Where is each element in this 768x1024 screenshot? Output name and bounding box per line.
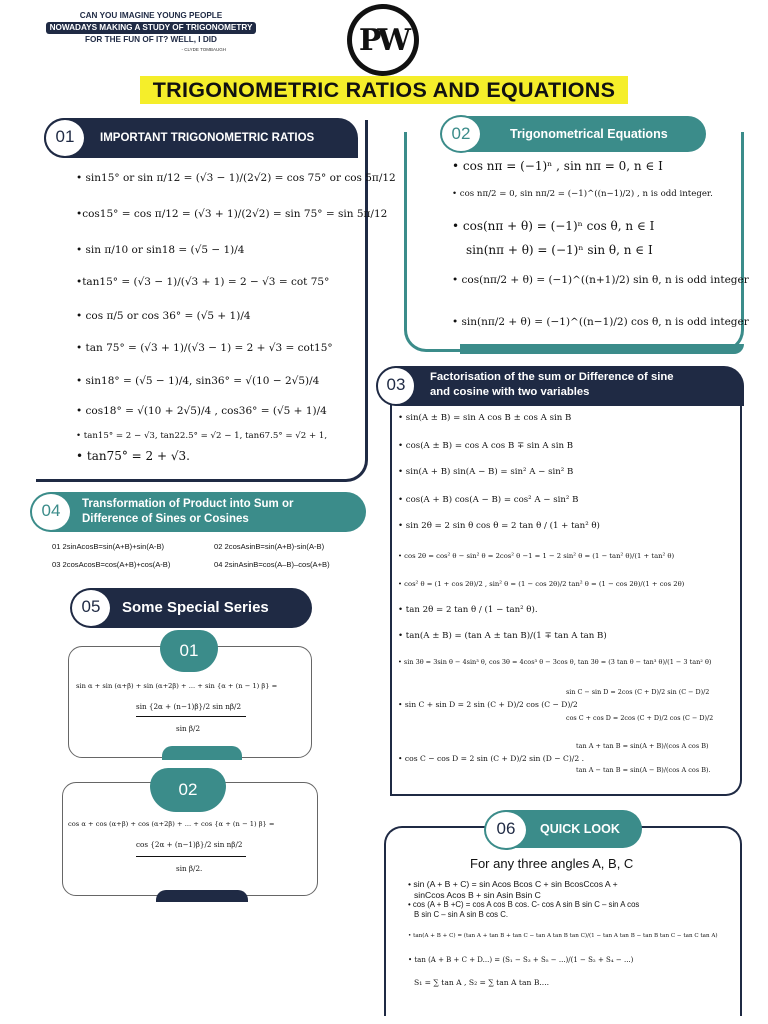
factorisation-item: • cos² θ = (1 + cos 2θ)/2 , sin² θ = (1 − cos 2θ)/2 tan² θ = (1 − cos 2θ)/(1 + cos 2θ) [398, 580, 685, 588]
factorisation-item: sin C − sin D = 2cos (C + D)/2 sin (C − D)/2 [566, 688, 710, 696]
product-to-sum-item: 03 2cosAcosB=cos(A+B)+cos(A-B) [52, 560, 171, 569]
factorisation-item: • cos 2θ = cos² θ − sin² θ = 2cos² θ −1 = 1 − 2 sin² θ = (1 − tan² θ)/(1 + tan² θ) [398, 552, 675, 560]
series-02-number: 02 [150, 768, 226, 812]
ratio-item: • tan15° = 2 − √3, tan22.5° = √2 − 1, tan67.5° = √2 + 1, [76, 431, 328, 441]
quick-look-subtitle: For any three angles A, B, C [470, 856, 634, 871]
section-04-title-line-1: Transformation of Product into Sum or [82, 498, 294, 510]
series-02-denominator: sin β/2. [176, 864, 203, 873]
factorisation-item: tan A + tan B = sin(A + B)/(cos A cos B) [576, 742, 709, 750]
product-to-sum-item: 04 2sinAsinB=cos(A–B)–cos(A+B) [214, 560, 330, 569]
quick-look-item: S₁ = ∑ tan A , S₂ = ∑ tan A tan B.... [414, 978, 550, 987]
section-05-number: 05 [70, 588, 112, 628]
series-01-denominator: sin β/2 [176, 724, 201, 733]
section-01-number: 01 [44, 118, 86, 158]
factorisation-item: • cos(A + B) cos(A − B) = cos² A − sin² B [398, 495, 579, 505]
ratio-item: •tan15° = (√3 − 1)/(√3 + 1) = 2 − √3 = cot 75° [76, 276, 330, 288]
equation-item: sin(nπ + θ) = (−1)ⁿ sin θ, n ∈ I [466, 243, 653, 257]
quick-look-item: sinCcos Acos B + sin Asin Bsin C [414, 890, 541, 900]
ratio-item: •cos15° = cos π/12 = (√3 + 1)/(2√2) = sin 75° = sin 5π/12 [76, 208, 388, 220]
quote-line-2: NOWADAYS MAKING A STUDY OF TRIGONOMETRY [46, 22, 257, 34]
series-01-numerator: sin {2α + (n−1)β}/2 sin nβ/2 [136, 702, 242, 711]
factorisation-item: • sin C + sin D = 2 sin (C + D)/2 cos (C − D)/2 [398, 700, 578, 709]
factorisation-item: • sin(A + B) sin(A − B) = sin² A − sin² B [398, 467, 574, 477]
series-02-numerator: cos {2α + (n−1)β}/2 sin nβ/2 [136, 840, 243, 849]
quick-look-item: • sin (A + B + C) = sin Acos Bcos C + sin BcosCcos A + [408, 879, 618, 889]
factorisation-item: • tan 2θ = 2 tan θ / (1 − tan² θ). [398, 605, 538, 615]
quote-author: - CLYDE TOMBAUGH [181, 47, 226, 52]
ratio-item: • tan 75° = (√3 + 1)/(√3 − 1) = 2 + √3 = cot15° [76, 342, 333, 354]
equation-item: • cos(nπ + θ) = (−1)ⁿ cos θ, n ∈ I [452, 219, 655, 233]
factorisation-item: • sin 3θ = 3sin θ − 4sin³ θ, cos 3θ = 4cos³ θ − 3cos θ, tan 3θ = (3 tan θ − tan³ θ)/(1 − 3 tan² θ) [398, 658, 712, 666]
section-04-title-line-2: Difference of Sines or Cosines [82, 513, 249, 525]
equation-item: • cos nπ/2 = 0, sin nπ/2 = (−1)^((n−1)/2) , n is odd integer. [452, 189, 713, 199]
quote-line-1: CAN YOU IMAGINE YOUNG PEOPLE [79, 11, 223, 20]
factorisation-item: cos C + cos D = 2cos (C + D)/2 cos (C − D)/2 [566, 714, 714, 722]
quote-line-3: FOR THE FUN OF IT? WELL, I DID [85, 35, 217, 44]
section-01-header [44, 118, 358, 158]
quick-look-item: • tan(A + B + C) = (tan A + tan B + tan C − tan A tan B tan C)/(1 − tan A tan B − tan B tan C − tan C tan A) [408, 933, 718, 939]
factorisation-item: • tan(A ± B) = (tan A ± tan B)/(1 ∓ tan A tan B) [398, 631, 607, 641]
fraction-bar [136, 856, 246, 857]
ratio-item: • sin π/10 or sin18 = (√5 − 1)/4 [76, 244, 245, 256]
pw-logo [347, 4, 419, 76]
ratio-item: • cos π/5 or cos 36° = (√5 + 1)/4 [76, 310, 251, 322]
product-to-sum-item: 02 2cosAsinB=sin(A+B)-sin(A-B) [214, 542, 325, 551]
section-03-title-line-2: and cosine with two variables [430, 386, 590, 398]
series-01-bottom-tab [162, 746, 242, 760]
equation-item: • cos(nπ/2 + θ) = (−1)^((n+1)/2) sin θ, n is odd integer [452, 274, 749, 286]
section-06-title: QUICK LOOK [540, 822, 620, 836]
ratio-item: • sin15° or sin π/12 = (√3 − 1)/(2√2) = cos 75° or cos 5π/12 [76, 172, 396, 184]
factorisation-item: • sin 2θ = 2 sin θ cos θ = 2 tan θ / (1 + tan² θ) [398, 521, 600, 531]
section-01-title: IMPORTANT TRIGONOMETRIC RATIOS [100, 132, 315, 144]
fraction-bar [136, 716, 246, 717]
section-02-bottom-bar [460, 344, 744, 354]
equation-item: • sin(nπ/2 + θ) = (−1)^((n−1)/2) cos θ, n is odd integer [452, 316, 749, 328]
factorisation-item: tan A − tan B = sin(A − B)/(cos A cos B). [576, 766, 711, 774]
pw-logo-text: PW [352, 9, 414, 71]
factorisation-item: • sin(A ± B) = sin A cos B ± cos A sin B [398, 413, 572, 423]
series-01-expression: sin α + sin (α+β) + sin (α+2β) + ... + sin {α + (n − 1) β} = [76, 682, 278, 690]
section-03-number: 03 [376, 366, 416, 406]
ratio-item: • tan75° = 2 + √3. [76, 449, 190, 463]
section-04-number: 04 [30, 492, 72, 532]
equation-item: • cos nπ = (−1)ⁿ , sin nπ = 0, n ∈ I [452, 159, 663, 173]
section-03-header [378, 366, 744, 406]
series-02-bottom-tab [156, 890, 248, 902]
series-01-number: 01 [160, 630, 218, 672]
section-05-title: Some Special Series [122, 599, 269, 616]
factorisation-item: • cos(A ± B) = cos A cos B ∓ sin A sin B [398, 441, 574, 451]
section-06-number: 06 [484, 810, 528, 850]
quick-look-item: • cos (A + B +C) = cos A cos B cos. C- cos A sin B sin C – sin A cos [408, 900, 640, 909]
page-title: TRIGONOMETRIC RATIOS AND EQUATIONS [140, 76, 628, 104]
quick-look-item: B sin C – sin A sin B cos C. [414, 910, 509, 919]
ratio-item: • cos18° = √(10 + 2√5)/4 , cos36° = (√5 + 1)/4 [76, 405, 327, 417]
ratio-item: • sin18° = (√5 − 1)/4, sin36° = √(10 − 2√5)/4 [76, 375, 320, 387]
header-quote [36, 10, 266, 53]
quick-look-item: • tan (A + B + C + D...) = (S₁ − S₃ + S₅ − ...)/(1 − S₂ + S₄ − ...) [408, 956, 634, 964]
section-04-header [32, 492, 366, 532]
section-02-number: 02 [440, 115, 482, 153]
factorisation-item: • cos C − cos D = 2 sin (C + D)/2 sin (D − C)/2 . [398, 754, 584, 763]
section-02-title: Trigonometrical Equations [510, 127, 668, 141]
section-03-left-border [390, 398, 392, 796]
series-02-expression: cos α + cos (α+β) + cos (α+2β) + ... + cos {α + (n − 1) β} = [68, 820, 275, 828]
section-02-header [444, 116, 706, 152]
product-to-sum-item: 01 2sinAcosB=sin(A+B)+sin(A-B) [52, 542, 165, 551]
section-03-title-line-1: Factorisation of the sum or Difference of sine [430, 371, 674, 383]
